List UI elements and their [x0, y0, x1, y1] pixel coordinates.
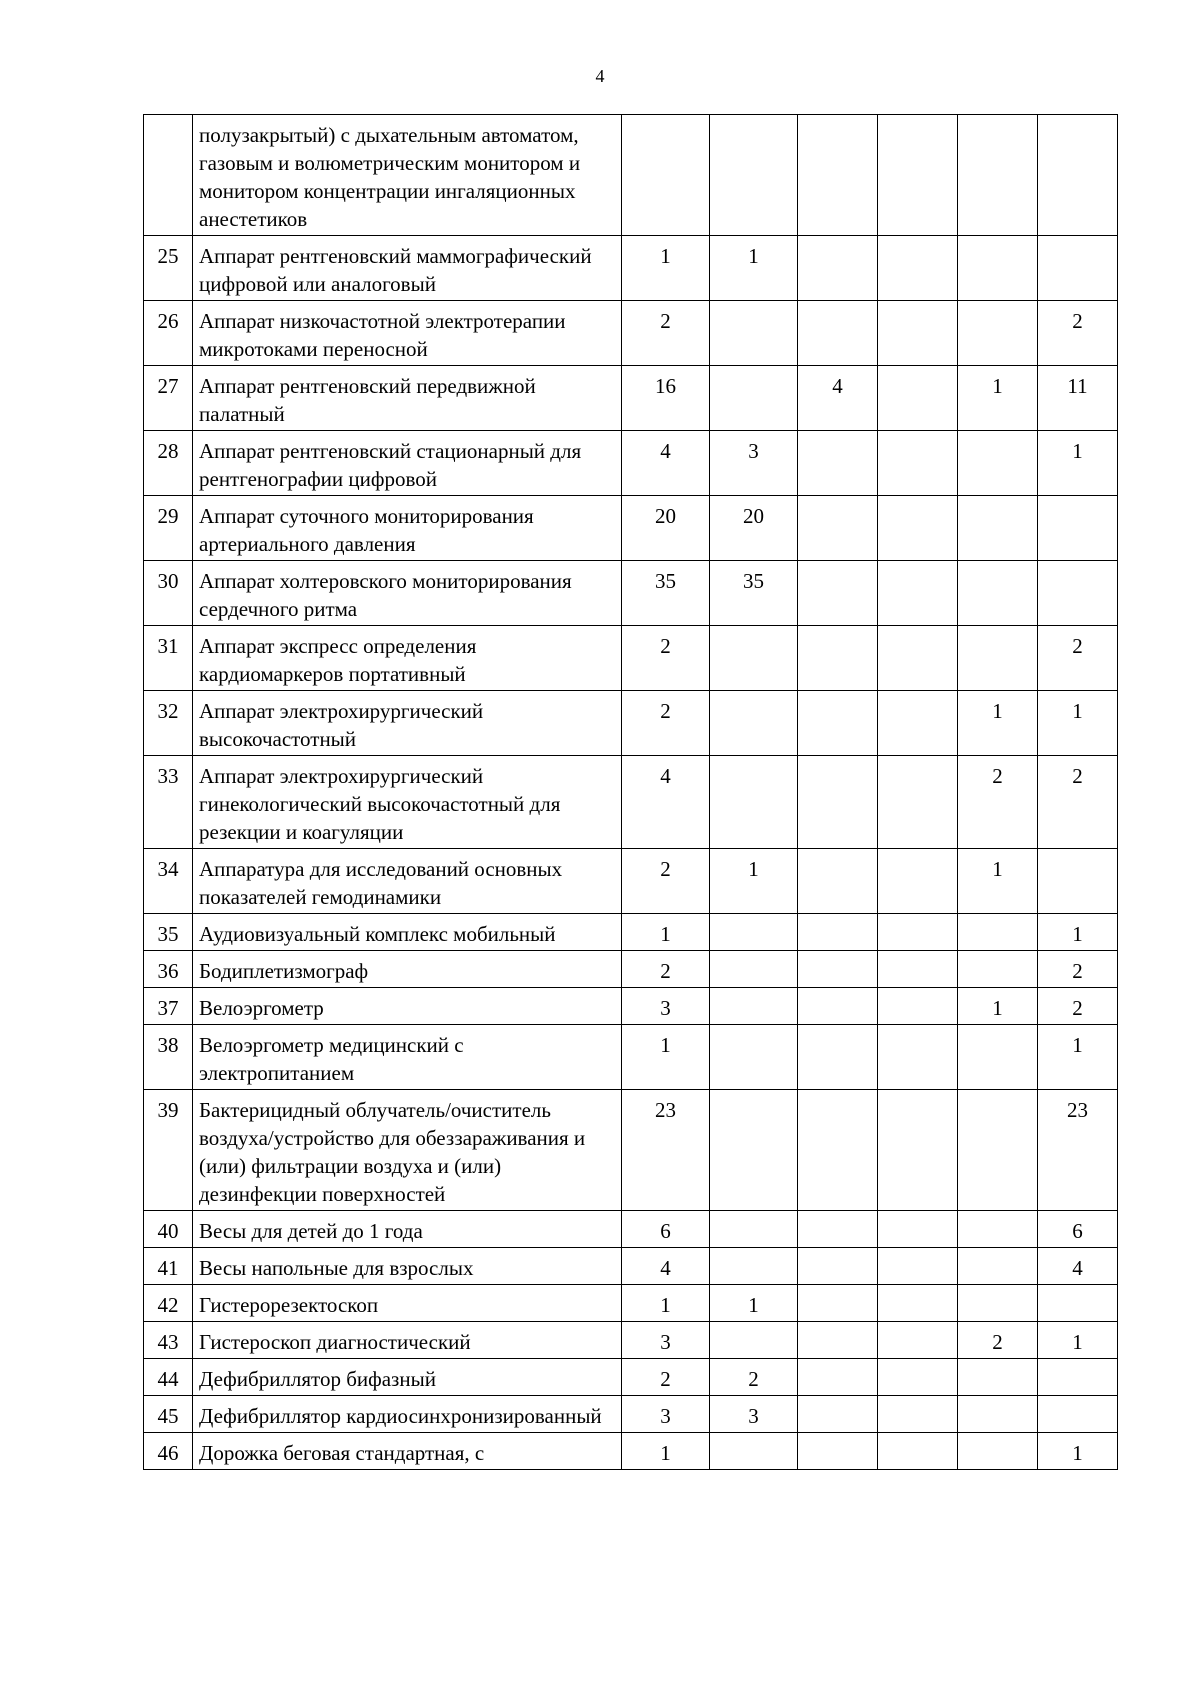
table-row [144, 756, 1118, 849]
row-number-cell [144, 115, 193, 236]
quantity-column-4-cell [878, 1359, 958, 1396]
quantity-total-cell: 16 [622, 366, 710, 431]
row-number-cell: 45 [144, 1396, 193, 1433]
table-row [144, 951, 1118, 988]
quantity-column-4-cell [878, 236, 958, 301]
table-row [144, 236, 1118, 301]
quantity-column-2-cell: 3 [710, 431, 798, 496]
quantity-column-2-cell: 3 [710, 1396, 798, 1433]
quantity-column-2-cell: 35 [710, 561, 798, 626]
quantity-total-cell: 3 [622, 988, 710, 1025]
quantity-column-6-cell [1038, 1359, 1118, 1396]
quantity-total-cell: 3 [622, 1322, 710, 1359]
quantity-column-5-cell: 1 [958, 988, 1038, 1025]
quantity-column-2-cell [710, 115, 798, 236]
quantity-column-2-cell [710, 1433, 798, 1470]
quantity-column-5-cell [958, 1248, 1038, 1285]
quantity-column-4-cell [878, 561, 958, 626]
table-row [144, 431, 1118, 496]
equipment-name-cell: Гистероскоп диагностический [193, 1322, 622, 1359]
quantity-column-5-cell [958, 1359, 1038, 1396]
quantity-column-3-cell [798, 1322, 878, 1359]
quantity-column-3-cell: 4 [798, 366, 878, 431]
page-number: 4 [595, 66, 605, 86]
equipment-name-cell: Бодиплетизмограф [193, 951, 622, 988]
quantity-column-2-cell [710, 756, 798, 849]
row-number-cell: 31 [144, 626, 193, 691]
quantity-column-3-cell [798, 1359, 878, 1396]
quantity-column-4-cell [878, 301, 958, 366]
row-number-cell: 41 [144, 1248, 193, 1285]
quantity-total-cell: 20 [622, 496, 710, 561]
quantity-column-3-cell [798, 626, 878, 691]
equipment-name-cell: Гистерорезектоскоп [193, 1285, 622, 1322]
row-number-cell: 34 [144, 849, 193, 914]
quantity-column-5-cell [958, 431, 1038, 496]
table-row [144, 1285, 1118, 1322]
quantity-column-2-cell: 20 [710, 496, 798, 561]
quantity-column-3-cell [798, 301, 878, 366]
quantity-total-cell: 2 [622, 301, 710, 366]
quantity-column-6-cell [1038, 1285, 1118, 1322]
quantity-column-6-cell [1038, 236, 1118, 301]
quantity-column-4-cell [878, 1090, 958, 1211]
quantity-total-cell: 2 [622, 1359, 710, 1396]
quantity-column-5-cell [958, 115, 1038, 236]
quantity-total-cell: 1 [622, 236, 710, 301]
equipment-name-cell: Аппарат рентгеновский стационарный для рентгенографии цифровой [193, 431, 622, 496]
equipment-name-cell: Дефибриллятор кардиосинхронизированный [193, 1396, 622, 1433]
row-number-cell: 43 [144, 1322, 193, 1359]
table-row [144, 849, 1118, 914]
quantity-column-2-cell: 1 [710, 236, 798, 301]
equipment-name-cell: Весы напольные для взрослых [193, 1248, 622, 1285]
table-row [144, 496, 1118, 561]
quantity-column-6-cell: 6 [1038, 1211, 1118, 1248]
equipment-name-cell: Весы для детей до 1 года [193, 1211, 622, 1248]
quantity-column-3-cell [798, 849, 878, 914]
quantity-total-cell: 2 [622, 849, 710, 914]
quantity-column-5-cell [958, 951, 1038, 988]
quantity-column-4-cell [878, 951, 958, 988]
quantity-column-2-cell [710, 1090, 798, 1211]
equipment-name-cell: Аппарат электрохирургический гинекологический высокочастотный для резекции и коагуляции [193, 756, 622, 849]
quantity-total-cell: 4 [622, 1248, 710, 1285]
quantity-column-4-cell [878, 988, 958, 1025]
quantity-column-4-cell [878, 691, 958, 756]
table-row [144, 1396, 1118, 1433]
equipment-name-cell: Аппарат экспресс определения кардиомаркеров портативный [193, 626, 622, 691]
quantity-column-2-cell [710, 914, 798, 951]
quantity-column-4-cell [878, 849, 958, 914]
equipment-name-cell: Дефибриллятор бифазный [193, 1359, 622, 1396]
quantity-column-4-cell [878, 1285, 958, 1322]
quantity-column-6-cell: 1 [1038, 1433, 1118, 1470]
quantity-column-5-cell [958, 1211, 1038, 1248]
quantity-column-3-cell [798, 1433, 878, 1470]
quantity-column-3-cell [798, 1025, 878, 1090]
quantity-column-6-cell: 2 [1038, 626, 1118, 691]
row-number-cell: 29 [144, 496, 193, 561]
quantity-total-cell: 3 [622, 1396, 710, 1433]
quantity-column-6-cell: 1 [1038, 914, 1118, 951]
quantity-column-6-cell: 23 [1038, 1090, 1118, 1211]
table-row [144, 691, 1118, 756]
quantity-total-cell: 2 [622, 691, 710, 756]
quantity-column-3-cell [798, 1396, 878, 1433]
table-row [144, 626, 1118, 691]
quantity-total-cell: 1 [622, 914, 710, 951]
quantity-column-5-cell [958, 914, 1038, 951]
quantity-column-6-cell: 2 [1038, 301, 1118, 366]
row-number-cell: 40 [144, 1211, 193, 1248]
quantity-column-4-cell [878, 626, 958, 691]
quantity-column-2-cell [710, 691, 798, 756]
quantity-column-4-cell [878, 1025, 958, 1090]
table-row [144, 1025, 1118, 1090]
quantity-column-4-cell [878, 366, 958, 431]
table-row [144, 914, 1118, 951]
quantity-column-4-cell [878, 1248, 958, 1285]
table-row [144, 1433, 1118, 1470]
quantity-total-cell: 2 [622, 951, 710, 988]
quantity-column-3-cell [798, 1248, 878, 1285]
table-row [144, 1090, 1118, 1211]
quantity-column-4-cell [878, 431, 958, 496]
row-number-cell: 39 [144, 1090, 193, 1211]
table-row [144, 366, 1118, 431]
quantity-column-2-cell [710, 988, 798, 1025]
equipment-name-cell: Аппарат рентгеновский передвижной палатный [193, 366, 622, 431]
equipment-name-cell: Аппаратура для исследований основных показателей гемодинамики [193, 849, 622, 914]
quantity-column-6-cell [1038, 1396, 1118, 1433]
quantity-column-3-cell [798, 951, 878, 988]
quantity-column-5-cell [958, 1025, 1038, 1090]
quantity-total-cell: 4 [622, 431, 710, 496]
quantity-column-2-cell [710, 951, 798, 988]
quantity-column-2-cell [710, 626, 798, 691]
quantity-column-5-cell [958, 496, 1038, 561]
quantity-column-5-cell [958, 626, 1038, 691]
equipment-name-cell: полузакрытый) с дыхательным автоматом, газовым и волюметрическим монитором и монитором концентрации ингаляционных анестетиков [193, 115, 622, 236]
equipment-table-body [144, 115, 1118, 1470]
row-number-cell: 35 [144, 914, 193, 951]
quantity-column-6-cell [1038, 849, 1118, 914]
row-number-cell: 36 [144, 951, 193, 988]
quantity-column-2-cell: 1 [710, 849, 798, 914]
row-number-cell: 30 [144, 561, 193, 626]
row-number-cell: 42 [144, 1285, 193, 1322]
equipment-name-cell: Аппарат электрохирургический высокочастотный [193, 691, 622, 756]
equipment-name-cell: Велоэргометр [193, 988, 622, 1025]
table-row [144, 1211, 1118, 1248]
quantity-column-3-cell [798, 496, 878, 561]
equipment-name-cell: Дорожка беговая стандартная, с [193, 1433, 622, 1470]
quantity-column-4-cell [878, 1322, 958, 1359]
row-number-cell: 32 [144, 691, 193, 756]
quantity-column-6-cell: 2 [1038, 988, 1118, 1025]
quantity-column-6-cell: 1 [1038, 691, 1118, 756]
equipment-table [143, 114, 1118, 1470]
table-row [144, 1359, 1118, 1396]
equipment-name-cell: Аппарат холтеровского мониторирования сердечного ритма [193, 561, 622, 626]
equipment-name-cell: Велоэргометр медицинский с электропитанием [193, 1025, 622, 1090]
quantity-column-2-cell [710, 366, 798, 431]
quantity-column-4-cell [878, 1433, 958, 1470]
quantity-column-3-cell [798, 691, 878, 756]
quantity-column-5-cell: 1 [958, 366, 1038, 431]
quantity-total-cell: 23 [622, 1090, 710, 1211]
quantity-column-6-cell: 2 [1038, 951, 1118, 988]
row-number-cell: 37 [144, 988, 193, 1025]
quantity-column-4-cell [878, 914, 958, 951]
quantity-column-3-cell [798, 1090, 878, 1211]
quantity-column-5-cell [958, 236, 1038, 301]
quantity-column-3-cell [798, 236, 878, 301]
quantity-total-cell: 2 [622, 626, 710, 691]
quantity-column-6-cell [1038, 561, 1118, 626]
quantity-column-5-cell: 2 [958, 1322, 1038, 1359]
table-row [144, 1248, 1118, 1285]
quantity-column-3-cell [798, 914, 878, 951]
quantity-column-5-cell [958, 301, 1038, 366]
equipment-name-cell: Аппарат низкочастотной электротерапии микротоками переносной [193, 301, 622, 366]
quantity-column-6-cell: 1 [1038, 431, 1118, 496]
quantity-column-5-cell [958, 1285, 1038, 1322]
quantity-column-3-cell [798, 756, 878, 849]
table-row [144, 115, 1118, 236]
row-number-cell: 44 [144, 1359, 193, 1396]
quantity-column-6-cell: 11 [1038, 366, 1118, 431]
quantity-column-2-cell: 1 [710, 1285, 798, 1322]
row-number-cell: 26 [144, 301, 193, 366]
quantity-column-5-cell: 1 [958, 691, 1038, 756]
quantity-column-3-cell [798, 988, 878, 1025]
quantity-column-6-cell: 1 [1038, 1025, 1118, 1090]
quantity-column-4-cell [878, 115, 958, 236]
row-number-cell: 27 [144, 366, 193, 431]
quantity-column-4-cell [878, 1211, 958, 1248]
row-number-cell: 25 [144, 236, 193, 301]
quantity-column-4-cell [878, 1396, 958, 1433]
quantity-total-cell: 1 [622, 1025, 710, 1090]
row-number-cell: 33 [144, 756, 193, 849]
row-number-cell: 38 [144, 1025, 193, 1090]
quantity-total-cell: 1 [622, 1285, 710, 1322]
quantity-column-3-cell [798, 1211, 878, 1248]
quantity-column-3-cell [798, 1285, 878, 1322]
quantity-total-cell: 35 [622, 561, 710, 626]
quantity-column-6-cell: 4 [1038, 1248, 1118, 1285]
quantity-column-6-cell: 1 [1038, 1322, 1118, 1359]
quantity-column-6-cell [1038, 496, 1118, 561]
table-row [144, 988, 1118, 1025]
row-number-cell: 46 [144, 1433, 193, 1470]
quantity-column-3-cell [798, 431, 878, 496]
quantity-column-6-cell: 2 [1038, 756, 1118, 849]
quantity-column-5-cell: 2 [958, 756, 1038, 849]
quantity-column-2-cell [710, 1025, 798, 1090]
quantity-total-cell [622, 115, 710, 236]
quantity-column-4-cell [878, 756, 958, 849]
quantity-column-5-cell [958, 561, 1038, 626]
quantity-column-2-cell [710, 301, 798, 366]
quantity-column-3-cell [798, 115, 878, 236]
quantity-column-2-cell [710, 1248, 798, 1285]
quantity-column-6-cell [1038, 115, 1118, 236]
quantity-column-3-cell [798, 561, 878, 626]
quantity-column-2-cell [710, 1322, 798, 1359]
equipment-name-cell: Бактерицидный облучатель/очиститель воздуха/устройство для обеззараживания и (или) фильтрации воздуха и (или) дезинфекции поверхностей [193, 1090, 622, 1211]
quantity-total-cell: 1 [622, 1433, 710, 1470]
equipment-name-cell: Аудиовизуальный комплекс мобильный [193, 914, 622, 951]
quantity-column-2-cell [710, 1211, 798, 1248]
quantity-column-5-cell [958, 1090, 1038, 1211]
quantity-column-5-cell [958, 1433, 1038, 1470]
quantity-column-4-cell [878, 496, 958, 561]
quantity-total-cell: 6 [622, 1211, 710, 1248]
table-row [144, 561, 1118, 626]
table-row [144, 301, 1118, 366]
equipment-name-cell: Аппарат суточного мониторирования артериального давления [193, 496, 622, 561]
quantity-total-cell: 4 [622, 756, 710, 849]
table-row [144, 1322, 1118, 1359]
row-number-cell: 28 [144, 431, 193, 496]
equipment-name-cell: Аппарат рентгеновский маммографический цифровой или аналоговый [193, 236, 622, 301]
quantity-column-5-cell: 1 [958, 849, 1038, 914]
quantity-column-2-cell: 2 [710, 1359, 798, 1396]
quantity-column-5-cell [958, 1396, 1038, 1433]
